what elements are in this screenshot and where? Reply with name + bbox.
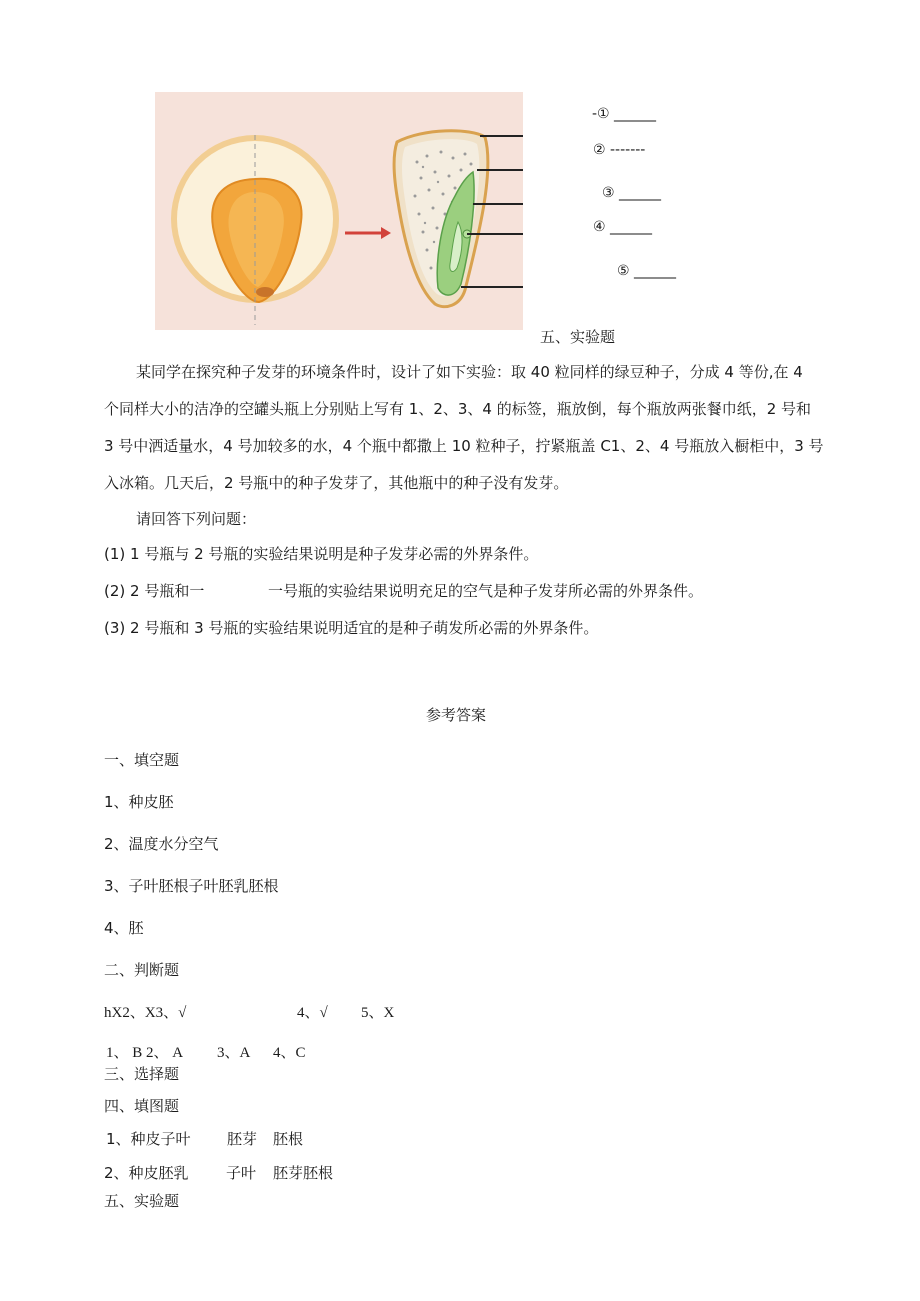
answers-s2-heading: 二、判断题 — [104, 961, 180, 979]
answers-title: 参考答案 — [426, 706, 487, 724]
question-2-part-a: (2) 2 号瓶和一 — [104, 582, 205, 600]
answers-s4-heading: 四、填图题 — [104, 1097, 180, 1115]
answers-s3-part-2: 3、A — [217, 1045, 251, 1061]
answers-s1-item-2: 2、温度水分空气 — [104, 835, 219, 853]
question-3: (3) 2 号瓶和 3 号瓶的实验结果说明适宜的是种子萌发所必需的外界条件。 — [104, 619, 599, 637]
answers-s1-item-1: 1、种皮胚 — [104, 793, 174, 811]
answers-s4-row2-part-2: 子叶 — [226, 1164, 257, 1182]
seed-figure — [155, 92, 523, 330]
answers-s4-row1-part-1: 1、种皮子叶 — [106, 1130, 191, 1148]
figure-label-1: -① ______ — [592, 106, 657, 122]
figure-label-5: ⑤ ______ — [617, 263, 677, 279]
answers-s2-part-1: hX2、X3、√ — [104, 1005, 187, 1021]
figure-label-4: ④ ______ — [593, 219, 653, 235]
answers-s4-row1-part-2: 胚芽 — [227, 1130, 258, 1148]
answers-s4-row2-part-1: 2、种皮胚乳 — [104, 1164, 189, 1182]
intro-line-4: 入冰箱。几天后，2 号瓶中的种子发芽了，其他瓶中的种子没有发芽。 — [104, 474, 569, 492]
answers-s4-row1-part-3: 胚根 — [273, 1130, 304, 1148]
arrow-head — [381, 227, 391, 239]
question-prompt: 请回答下列问题： — [136, 510, 257, 528]
figure-label-3: ③ ______ — [602, 185, 662, 201]
answers-s1-item-3: 3、子叶胚根子叶胚乳胚根 — [104, 877, 279, 895]
question-1: (1) 1 号瓶与 2 号瓶的实验结果说明是种子发芽必需的外界条件。 — [104, 545, 539, 563]
intro-line-3: 3 号中洒适量水，4 号加较多的水，4 个瓶中都撒上 10 粒种子，拧紧瓶盖 C1、2、4 号瓶放入橱柜中，3 号 — [104, 437, 824, 455]
intro-line-2: 个同样大小的洁净的空罐头瓶上分别贴上写有 1、2、3、4 的标签，瓶放倒，每个瓶放两张餐巾纸，2 号和 — [104, 400, 812, 418]
answers-s1-item-4: 4、胚 — [104, 919, 144, 937]
intro-line-1: 某同学在探究种子发芽的环境条件时，设计了如下实验：取 40 粒同样的绿豆种子，分成 4 等份,在 4 — [136, 363, 803, 381]
answers-s5-heading: 五、实验题 — [104, 1192, 180, 1210]
answers-s2-part-3: 5、X — [361, 1005, 395, 1021]
kernel-tip — [256, 287, 274, 297]
answers-s3-part-1: 1、 B 2、 A — [106, 1045, 184, 1061]
answers-s4-row2-part-3: 胚芽胚根 — [273, 1164, 334, 1182]
answers-s1-heading: 一、填空题 — [104, 751, 180, 769]
answers-s3-part-3: 4、C — [273, 1045, 306, 1061]
section-heading-experiment: 五、实验题 — [540, 328, 616, 346]
seed-diagram — [155, 92, 523, 330]
figure-label-2: ② ------- — [593, 142, 646, 158]
question-2-part-b: 一号瓶的实验结果说明充足的空气是种子发芽所必需的外界条件。 — [268, 582, 704, 600]
answers-s3-heading: 三、选择题 — [104, 1065, 180, 1083]
answers-s2-part-2: 4、√ — [297, 1005, 328, 1021]
